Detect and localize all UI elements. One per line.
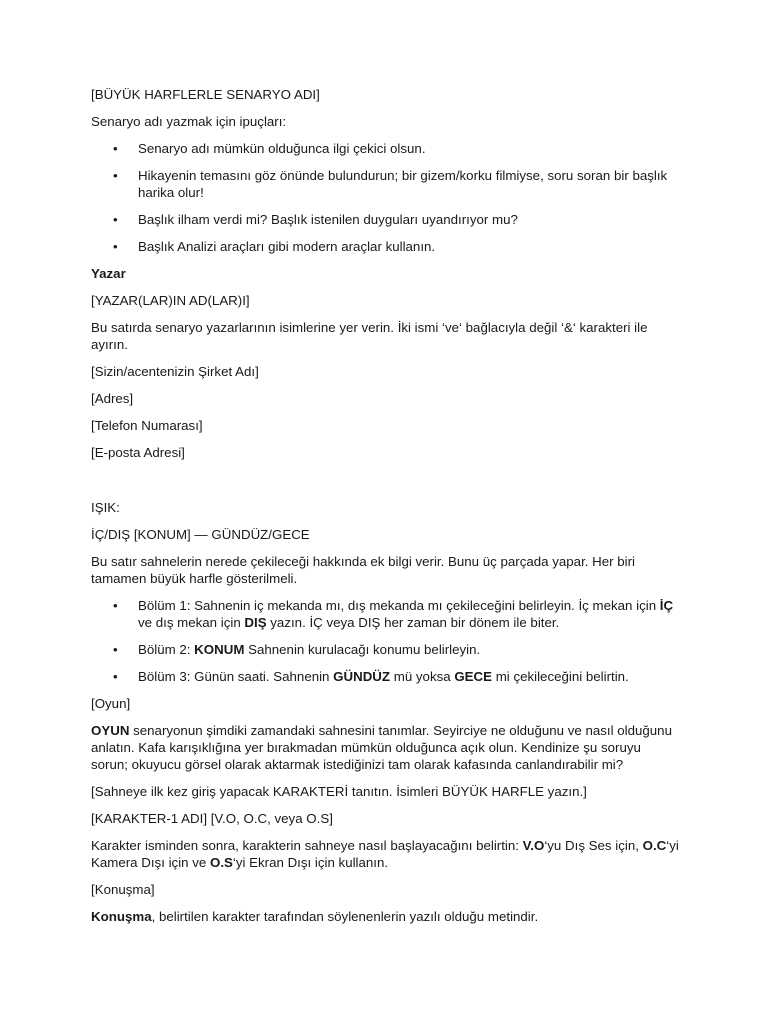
bullet-icon: • (113, 598, 118, 613)
character-intro: [Sahneye ilk kez giriş yapacak KARAKTERİ tanıtın. İsimleri BÜYÜK HARFLE yazın.] (91, 784, 587, 799)
author-label: Yazar (91, 266, 126, 281)
bullet-icon: • (113, 669, 118, 684)
list-item: • Bölüm 3: Günün saati. Sahnenin GÜNDÜZ mü yoksa GECE mi çekileceğini belirtin. (113, 669, 629, 684)
bullet-icon: • (113, 212, 118, 227)
parts-list (91, 597, 681, 685)
tips-heading: Senaryo adı yazmak için ipuçları: (91, 114, 287, 129)
phone-number: [Telefon Numarası] (91, 418, 203, 433)
bullet-icon: • (113, 141, 118, 156)
list-item: • Hikayenin temasını göz önünde bulundurun; bir gizem/korku filmiyse, soru soran bir başlık harika olur! (113, 168, 668, 200)
dialogue-label: [Konuşma] (91, 882, 155, 897)
tips-list (91, 140, 681, 255)
dialogue-description: Konuşma, belirtilen karakter tarafından söylenenlerin yazılı olduğu metindir. (91, 909, 539, 924)
bullet-icon: • (113, 168, 118, 183)
author-note: Bu satırda senaryo yazarlarının isimlerine yer verin. İki ismi ‘ve‘ bağlacıyla değil ‘&‘ karakteri ile ayırın. (91, 320, 648, 352)
list-item: • Başlık Analizi araçları gibi modern araçlar kullanın. (113, 239, 436, 254)
extension-note: Karakter isminden sonra, karakterin sahneye nasıl başlayacağını belirtin: V.O‘yu Dış Ses için, O.C‘yi Kamera Dışı için ve O.S‘yi Ekran Dışı için kullanın. (91, 838, 679, 870)
spacer (91, 471, 681, 499)
action-description: OYUN senaryonun şimdiki zamandaki sahnesini tanımlar. Seyirciye ne olduğunu ve nasıl olduğunu anlatın. Kafa karışıklığına yer bırakmadan mümkün olduğunca açık olun. Kendinize şu soruyu sorun; okuyucu görsel olarak aktarmak istediğinizi tam olarak kafasında canlandırabilir mi? (91, 723, 672, 772)
company-name: [Sizin/acentenizin Şirket Adı] (91, 364, 259, 379)
list-item: • Başlık ilham verdi mi? Başlık istenilen duyguları uyandırıyor mu? (113, 212, 518, 227)
screenplay-title: [BÜYÜK HARFLERLE SENARYO ADI] (91, 87, 320, 102)
document-body (91, 86, 681, 935)
bullet-icon: • (113, 642, 118, 657)
action-label: [Oyun] (91, 696, 131, 711)
scene-note: Bu satır sahnelerin nerede çekileceği hakkında ek bilgi verir. Bunu üç parçada yapar. Her biri tamamen büyük harfle gösterilmeli. (91, 554, 635, 586)
scene-label: IŞIK: (91, 500, 120, 515)
list-item: • Bölüm 2: KONUM Sahnenin kurulacağı konumu belirleyin. (113, 642, 481, 657)
address: [Adres] (91, 391, 134, 406)
author-names: [YAZAR(LAR)IN AD(LAR)I] (91, 293, 250, 308)
bullet-icon: • (113, 239, 118, 254)
scene-heading: İÇ/DIŞ [KONUM] — GÜNDÜZ/GECE (91, 527, 310, 542)
list-item: • Bölüm 1: Sahnenin iç mekanda mı, dış mekanda mı çekileceğini belirleyin. İç mekan için İÇ ve dış mekan için DIŞ yazın. İÇ veya DIŞ her zaman bir dönem ile biter. (113, 598, 674, 630)
character-name: [KARAKTER-1 ADI] [V.O, O.C, veya O.S] (91, 811, 333, 826)
list-item: • Senaryo adı mümkün olduğunca ilgi çekici olsun. (113, 141, 426, 156)
email-address: [E-posta Adresi] (91, 445, 185, 460)
